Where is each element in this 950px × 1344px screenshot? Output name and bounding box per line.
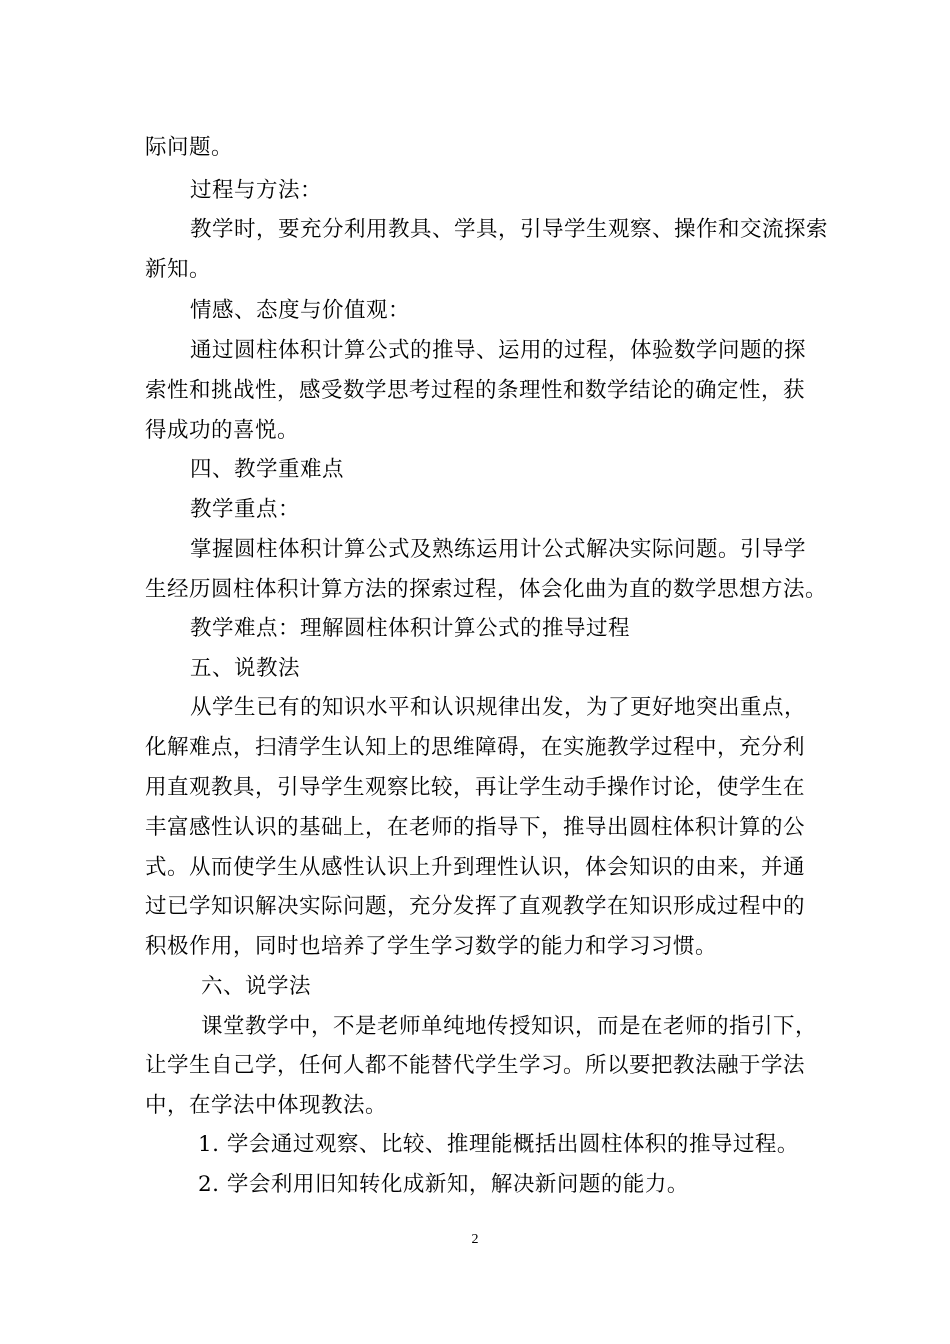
section-heading-key-difficult-points: 四、教学重难点 [190, 457, 345, 482]
page-number: 2 [471, 1232, 479, 1247]
text-line: 掌握圆柱体积计算公式及熟练运用计公式解决实际问题。引导学 [190, 537, 807, 562]
text-line: 式。从而使学生从感性认识上升到理性认识，体会知识的由来，并通 [145, 855, 806, 880]
section-heading-learning-method: 六、说学法 [201, 974, 312, 999]
subheading-emotion-values: 情感、态度与价值观： [190, 298, 411, 323]
text-line: 课堂教学中，不是老师单纯地传授知识，而是在老师的指引下， [201, 1014, 818, 1039]
text-line: 生经历圆柱体积计算方法的探索过程，体会化曲为直的数学思想方法。 [145, 577, 828, 602]
text-line: 际问题。 [145, 135, 234, 160]
text-line: 通过圆柱体积计算公式的推导、运用的过程，体验数学问题的探 [190, 338, 807, 363]
section-heading-teaching-method: 五、说教法 [190, 656, 301, 681]
text-line: 丰富感性认识的基础上，在老师的指导下，推导出圆柱体积计算的公 [145, 815, 806, 840]
list-item: 2. 学会利用旧知转化成新知，解决新问题的能力。 [198, 1172, 689, 1197]
subheading-teaching-focus: 教学重点： [190, 497, 301, 522]
text-line: 过已学知识解决实际问题，充分发挥了直观教学在知识形成过程中的 [145, 894, 806, 919]
text-line: 从学生已有的知识水平和认识规律出发，为了更好地突出重点， [190, 695, 807, 720]
text-line: 得成功的喜悦。 [145, 418, 300, 443]
list-item: 1. 学会通过观察、比较、推理能概括出圆柱体积的推导过程。 [198, 1132, 799, 1157]
text-line-teaching-difficulty: 教学难点：理解圆柱体积计算公式的推导过程 [190, 616, 631, 641]
text-line: 教学时，要充分利用教具、学具，引导学生观察、操作和交流探索 [190, 217, 829, 242]
text-line: 用直观教具，引导学生观察比较，再让学生动手操作讨论，使学生在 [145, 775, 806, 800]
text-line: 让学生自己学，任何人都不能替代学生学习。所以要把教法融于学法 [145, 1053, 806, 1078]
text-line: 中，在学法中体现教法。 [145, 1093, 388, 1118]
text-line: 化解难点，扫清学生认知上的思维障碍，在实施教学过程中，充分利 [145, 735, 806, 760]
text-line: 新知。 [145, 257, 212, 282]
text-line: 积极作用，同时也培养了学生学习数学的能力和学习习惯。 [145, 934, 718, 959]
text-line: 索性和挑战性，感受数学思考过程的条理性和数学结论的确定性，获 [145, 378, 806, 403]
subheading-process-method: 过程与方法： [190, 178, 323, 203]
